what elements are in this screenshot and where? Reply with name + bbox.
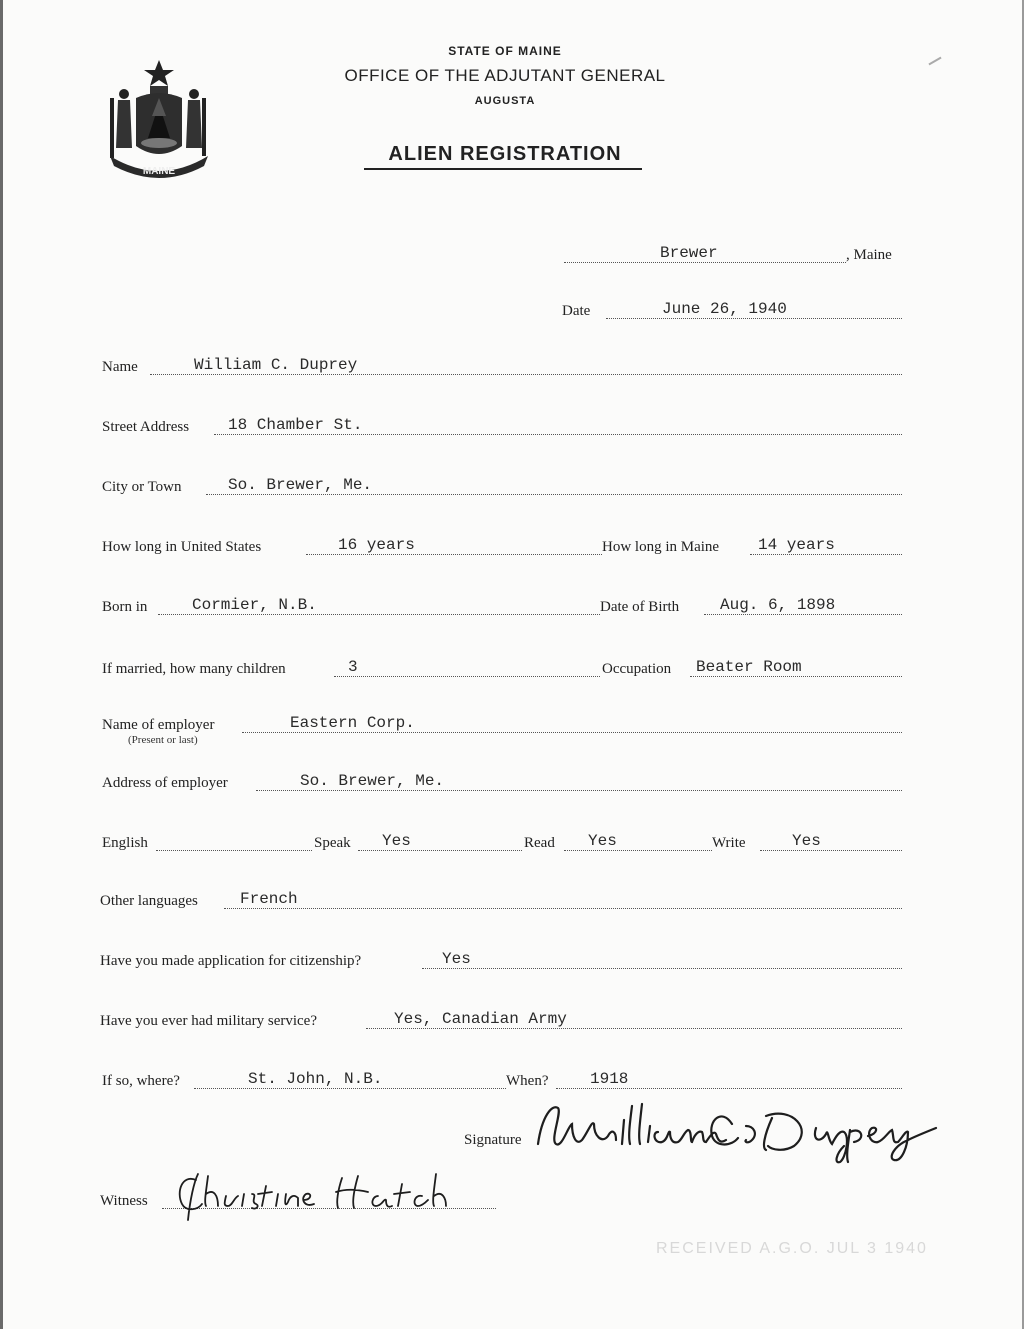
- other-languages-label: Other languages: [100, 893, 198, 909]
- place-suffix: , Maine: [846, 247, 892, 263]
- witness-label: Witness: [100, 1193, 148, 1209]
- children-field[interactable]: [102, 654, 600, 680]
- read-label: Read: [524, 835, 555, 851]
- employer-field[interactable]: [102, 710, 904, 736]
- other-languages-value: French: [240, 890, 298, 908]
- place-value: Brewer: [660, 244, 718, 262]
- service-where-field[interactable]: [102, 1066, 506, 1092]
- received-stamp: RECEIVED A.G.O. JUL 3 1940: [656, 1240, 928, 1257]
- occupation-label: Occupation: [602, 661, 672, 677]
- write-value: Yes: [792, 832, 821, 850]
- service-when-value: 1918: [590, 1070, 629, 1088]
- city-value: So. Brewer, Me.: [228, 476, 373, 494]
- scan-edge-left: [0, 0, 3, 1329]
- years-in-us-field[interactable]: [102, 532, 602, 558]
- speak-label: Speak: [314, 835, 351, 851]
- other-languages-field[interactable]: [100, 886, 904, 912]
- maine-state-seal-icon: [106, 58, 212, 180]
- english-field: [102, 828, 904, 854]
- military-service-field[interactable]: [100, 1006, 904, 1032]
- english-label: English: [102, 835, 148, 851]
- header-state: STATE OF MAINE: [448, 44, 562, 58]
- date-of-birth-field[interactable]: [600, 592, 904, 618]
- form-title: ALIEN REGISTRATION: [388, 143, 622, 165]
- svg-text:William C Duprey: William C Duprey: [532, 1096, 540, 1097]
- children-value: 3: [348, 658, 358, 676]
- date-field[interactable]: [562, 296, 904, 322]
- write-field[interactable]: [760, 830, 902, 851]
- employer-value: Eastern Corp.: [290, 714, 415, 732]
- title-underline: [364, 168, 642, 170]
- signature-label: Signature: [464, 1132, 522, 1148]
- service-where-label: If so, where?: [102, 1073, 180, 1089]
- occupation-value: Beater Room: [696, 658, 802, 676]
- years-in-maine-value: 14 years: [758, 536, 835, 554]
- name-value: William C. Duprey: [194, 356, 358, 374]
- street-address-field[interactable]: [102, 412, 904, 438]
- date-value: June 26, 1940: [662, 300, 787, 318]
- place-field[interactable]: [560, 240, 910, 266]
- name-label: Name: [102, 359, 138, 375]
- date-of-birth-label: Date of Birth: [600, 599, 680, 615]
- write-label: Write: [712, 835, 746, 851]
- employer-address-value: So. Brewer, Me.: [300, 772, 445, 790]
- occupation-field[interactable]: [602, 654, 904, 680]
- military-service-label: Have you ever had military service?: [100, 1013, 317, 1029]
- street-address-label: Street Address: [102, 419, 190, 435]
- children-label: If married, how many children: [102, 661, 286, 677]
- read-value: Yes: [588, 832, 617, 850]
- city-field[interactable]: [102, 472, 904, 498]
- citizenship-label: Have you made application for citizenship?: [100, 953, 362, 969]
- witness-signature-handwriting: [168, 1166, 458, 1226]
- street-address-value: 18 Chamber St.: [228, 416, 363, 434]
- citizenship-value: Yes: [442, 950, 471, 968]
- speak-value: Yes: [382, 832, 411, 850]
- read-field[interactable]: [564, 830, 712, 851]
- service-when-label: When?: [506, 1073, 549, 1089]
- birthplace-label: Born in: [102, 599, 148, 615]
- svg-text:Christine Hatch: Christine Hatch: [168, 1166, 175, 1167]
- employer-sublabel: (Present or last): [128, 734, 198, 746]
- service-when-field[interactable]: [506, 1066, 904, 1092]
- years-in-us-label: How long in United States: [102, 539, 262, 555]
- date-label: Date: [562, 303, 591, 319]
- citizenship-field[interactable]: [100, 946, 904, 972]
- years-in-maine-label: How long in Maine: [602, 539, 720, 555]
- military-service-value: Yes, Canadian Army: [394, 1010, 567, 1028]
- employer-address-field[interactable]: [102, 768, 904, 794]
- years-in-us-value: 16 years: [338, 536, 415, 554]
- header-city: AUGUSTA: [474, 95, 536, 107]
- svg-text:MAINE: MAINE: [142, 166, 176, 177]
- signature-handwriting: [532, 1096, 942, 1166]
- service-where-value: St. John, N.B.: [248, 1070, 383, 1088]
- birthplace-field[interactable]: [102, 592, 600, 618]
- date-of-birth-value: Aug. 6, 1898: [720, 596, 836, 614]
- employer-label: Name of employer: [102, 717, 215, 733]
- name-field[interactable]: [102, 352, 904, 378]
- city-label: City or Town: [102, 479, 182, 495]
- header-office: OFFICE OF THE ADJUTANT GENERAL: [344, 66, 666, 85]
- birthplace-value: Cormier, N.B.: [192, 596, 317, 614]
- years-in-maine-field[interactable]: [602, 532, 904, 558]
- pencil-mark: [928, 57, 941, 66]
- employer-address-label: Address of employer: [102, 775, 228, 791]
